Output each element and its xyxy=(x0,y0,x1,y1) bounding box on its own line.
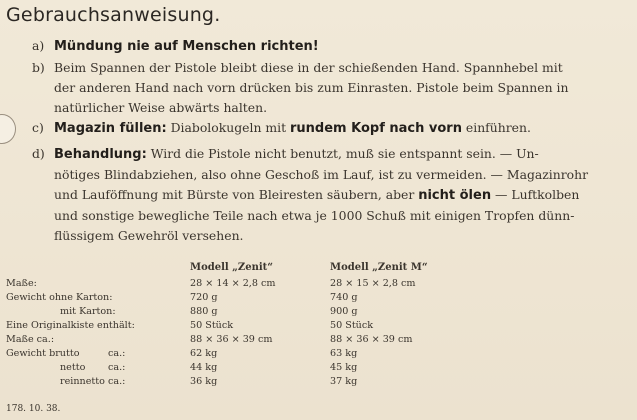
instruction-line xyxy=(32,98,632,118)
body-text: Beim Spannen der Pistole bleibt diese in der schießenden Hand. Spannhebel mit xyxy=(54,60,563,75)
body-text: und Lauföffnung mit Bürste von Bleiresten säubern, aber xyxy=(54,187,419,202)
instruction-line xyxy=(32,165,632,185)
spec-value-zenit: 28 × 14 × 2,8 cm xyxy=(190,278,276,289)
instruction-line xyxy=(32,36,632,57)
instruction-line xyxy=(32,58,632,78)
spec-value-zenit: 720 g xyxy=(190,292,218,303)
body-text: und sonstige bewegliche Teile nach etwa je 1000 Schuß mit einigen Tropfen dünn- xyxy=(54,208,575,223)
spec-label-suffix: ca.: xyxy=(108,348,126,359)
spec-label: netto xyxy=(60,362,86,373)
spec-row xyxy=(0,278,637,292)
body-text: der anderen Hand nach vorn drücken bis zum Einrasten. Pistole beim Spannen in xyxy=(54,80,569,95)
spec-label: mit Karton: xyxy=(60,306,116,317)
emphasis-text: Magazin füllen: xyxy=(54,121,167,136)
spec-header-zenit-m: Modell „Zenit M“ xyxy=(330,262,428,273)
instruction-line xyxy=(32,118,632,139)
spec-header-zenit: Modell „Zenit“ xyxy=(190,262,274,273)
emphasis-text: Mündung nie auf Menschen richten! xyxy=(54,39,319,54)
body-text: Wird die Pistole nicht benutzt, muß sie entspannt sein. — Un- xyxy=(146,146,539,161)
spec-value-zenit: 880 g xyxy=(190,306,218,317)
spec-value-zenit: 62 kg xyxy=(190,348,218,359)
instruction-line xyxy=(32,206,632,226)
instruction-line xyxy=(32,144,632,165)
body-text: Diabolokugeln mit xyxy=(166,120,290,135)
instruction-marker: a) xyxy=(32,38,45,53)
spec-label: Gewicht brutto xyxy=(6,348,80,359)
spec-label: Gewicht ohne Karton: xyxy=(6,292,113,303)
spec-value-zenit-m: 50 Stück xyxy=(330,320,374,331)
spec-label-suffix: ca.: xyxy=(108,362,126,373)
emphasis-text: rundem Kopf nach vorn xyxy=(290,121,462,136)
spec-label: reinnetto xyxy=(60,376,105,387)
print-code: 178. 10. 38. xyxy=(6,404,61,414)
spec-label-suffix: ca.: xyxy=(108,376,126,387)
instruction-item xyxy=(32,118,632,139)
body-text: nötiges Blindabziehen, also ohne Geschoß im Lauf, ist zu vermeiden. — Magazinrohr xyxy=(54,167,589,182)
spec-row xyxy=(0,376,637,390)
spec-value-zenit: 88 × 36 × 39 cm xyxy=(190,334,273,345)
spec-label: Maße ca.: xyxy=(6,334,55,345)
spec-label: Eine Originalkiste enthält: xyxy=(6,320,135,331)
spec-row xyxy=(0,334,637,348)
spec-row xyxy=(0,348,637,362)
body-text: — Luftkolben xyxy=(491,187,580,202)
body-text: flüssigem Gewehröl versehen. xyxy=(54,228,244,243)
spec-value-zenit: 36 kg xyxy=(190,376,218,387)
emphasis-text: Behandlung: xyxy=(54,147,147,162)
spec-row xyxy=(0,292,637,306)
instruction-line xyxy=(32,226,632,246)
body-text: natürlicher Weise abwärts halten. xyxy=(54,100,268,115)
spec-value-zenit-m: 37 kg xyxy=(330,376,358,387)
punch-hole xyxy=(0,114,16,144)
spec-row xyxy=(0,320,637,334)
page-title: Gebrauchsanweisung. xyxy=(6,4,221,26)
instruction-item xyxy=(32,36,632,57)
emphasis-text: nicht ölen xyxy=(418,188,492,203)
instruction-line xyxy=(32,185,632,206)
instruction-marker: d) xyxy=(32,146,45,161)
spec-table xyxy=(0,262,637,412)
spec-value-zenit: 50 Stück xyxy=(190,320,234,331)
spec-row xyxy=(0,362,637,376)
spec-value-zenit-m: 88 × 36 × 39 cm xyxy=(330,334,413,345)
spec-value-zenit-m: 900 g xyxy=(330,306,358,317)
spec-value-zenit-m: 28 × 15 × 2,8 cm xyxy=(330,278,416,289)
spec-row xyxy=(0,306,637,320)
instruction-marker: b) xyxy=(32,60,45,75)
instruction-line xyxy=(32,78,632,98)
spec-value-zenit-m: 740 g xyxy=(330,292,358,303)
spec-value-zenit-m: 45 kg xyxy=(330,362,358,373)
instruction-item xyxy=(32,58,632,118)
spec-value-zenit-m: 63 kg xyxy=(330,348,358,359)
instruction-marker: c) xyxy=(32,120,44,135)
spec-label: Maße: xyxy=(6,278,37,289)
instruction-item xyxy=(32,144,632,246)
body-text: einführen. xyxy=(461,120,531,135)
spec-value-zenit: 44 kg xyxy=(190,362,218,373)
